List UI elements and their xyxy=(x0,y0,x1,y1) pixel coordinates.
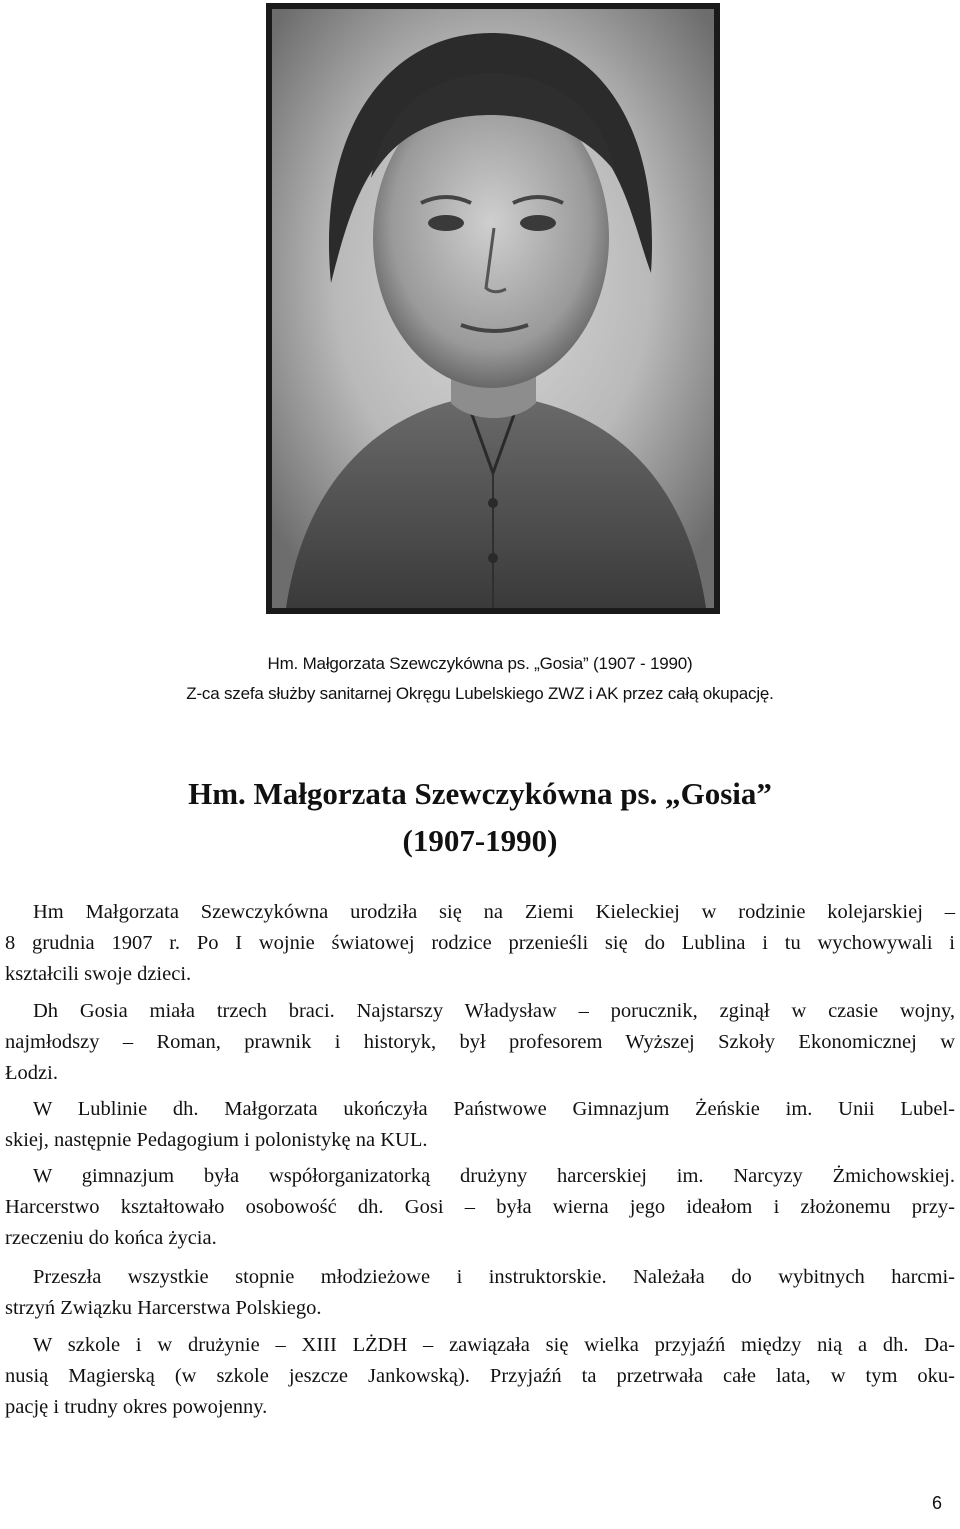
text-line: Hm Małgorzata Szewczykówna urodziła się na Ziemi Kieleckiej w rodzinie kolejarskiej – xyxy=(33,901,955,923)
paragraph-friendship xyxy=(5,1330,955,1423)
text-line: Dh Gosia miała trzech braci. Najstarszy Władysław – porucznik, zginął w czasie wojny, xyxy=(33,1000,955,1022)
photo-caption-line-2: Z-ca szefa służby sanitarnej Okręgu Lubelskiego ZWZ i AK przez całą okupację. xyxy=(186,684,774,703)
paragraph-birth xyxy=(5,897,955,990)
text-line: W szkole i w drużynie – XIII LŻDH – zawiązała się wielka przyjaźń między nią a dh. Da- xyxy=(33,1334,955,1356)
portrait-photo xyxy=(266,3,720,614)
paragraph-education xyxy=(5,1094,955,1156)
text-line: skiej, następnie Pedagogium i polonistykę na KUL. xyxy=(5,1129,428,1151)
text-line: 8 grudnia 1907 r. Po I wojnie światowej rodzice przenieśli się do Lublina i tu wychowywali i xyxy=(5,932,955,954)
paragraph-scouting xyxy=(5,1161,955,1254)
text-line: nusią Magierską (w szkole jeszcze Jankowską). Przyjaźń ta przetrwała całe lata, w tym oku- xyxy=(5,1365,955,1387)
text-line: strzyń Związku Harcerstwa Polskiego. xyxy=(5,1297,322,1319)
text-line: kształcili swoje dzieci. xyxy=(5,963,192,985)
paragraph-brothers xyxy=(5,996,955,1089)
text-line: W Lublinie dh. Małgorzata ukończyła Państwowe Gimnazjum Żeńskie im. Unii Lubel- xyxy=(33,1098,955,1120)
text-line: pację i trudny okres powojenny. xyxy=(5,1396,268,1418)
text-line: najmłodszy – Roman, prawnik i historyk, był profesorem Wyższej Szkoły Ekonomicznej w xyxy=(5,1031,955,1053)
photo-caption-line-1: Hm. Małgorzata Szewczykówna ps. „Gosia” (1907 - 1990) xyxy=(267,654,693,673)
text-line: Harcerstwo kształtowało osobowość dh. Gosi – była wierna jego ideałom i złożonemu przy- xyxy=(5,1196,955,1218)
article-title: Hm. Małgorzata Szewczykówna ps. „Gosia” xyxy=(188,776,772,811)
text-line: Przeszła wszystkie stopnie młodzieżowe i instruktorskie. Należała do wybitnych harcmi- xyxy=(33,1266,955,1288)
article-dates: (1907-1990) xyxy=(402,823,558,858)
page-number: 6 xyxy=(931,1493,942,1513)
text-line: W gimnazjum była współorganizatorką drużyny harcerskiej im. Narcyzy Żmichowskiej. xyxy=(33,1165,955,1187)
text-line: Łodzi. xyxy=(5,1062,58,1084)
portrait-image xyxy=(266,3,720,614)
text-line: rzeczeniu do końca życia. xyxy=(5,1227,217,1249)
paragraph-instructor xyxy=(5,1262,955,1324)
